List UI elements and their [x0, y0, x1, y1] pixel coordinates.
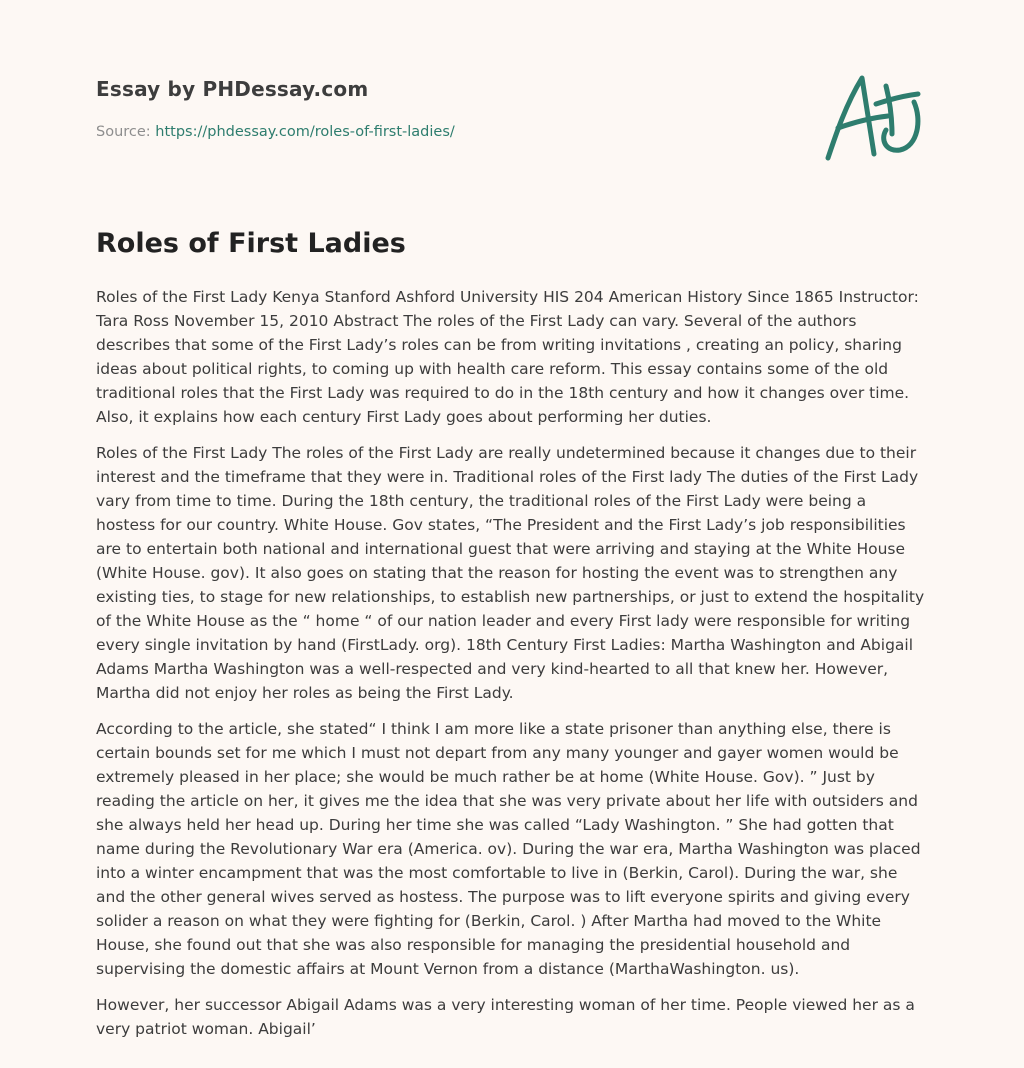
essay-paragraph: According to the article, she stated“ I think I am more like a state prisoner than anything else, there is certain bounds set for me which I must not depart from any many younger and gayer women would be extremely pleased in her place; she would be much rather be at home (White House. Gov). ” Just by reading the article on her, it gives me the idea that she was very private about her life with outsiders and she always held her head up. During her time she was called “Lady Washington. ” She had gotten that name during the Revolutionary War era (America. ov). During the war era, Martha Washington was placed into a winter encampment that was the most comfortable to live in (Berkin, Carol). During the war, she and the other general wives served as hostess. The purpose was to lift everyone spirits and giving every solider a reason on what they were fighting for (Berkin, Carol. ) After Martha had moved to the White House, she found out that she was also responsible for managing the presidential household and supervising the domestic affairs at Mount Vernon from a distance (MarthaWashington. us).: [96, 720, 921, 978]
essay-title: Roles of First Ladies: [96, 228, 406, 259]
brand-title: Essay by PHDessay.com: [96, 77, 369, 101]
essay-paragraph: Roles of the First Lady The roles of the First Lady are really undetermined because it changes due to their interest and the timeframe that they were in. Traditional roles of the First lady The duties of the First Lady vary from time to time. During the 18th century, the traditional roles of the First Lady were being a hostess for our country. White House. Gov states, “The President and the First Lady’s job responsibilities are to entertain both national and international guest that were arriving and staying at the White House (White House. gov). It also goes on stating that the reason for hosting the event was to strengthen any existing ties, to stage for new relationships, to establish new partnerships, or just to extend the hospitality of the White House as the “ home “ of our nation leader and every First lady were responsible for writing every single invitation by hand (FirstLady. org). 18th Century First Ladies: Martha Washington and Abigail Adams Martha Washington was a well-respected and very kind-hearted to all that knew her. However, Martha did not enjoy her roles as being the First Lady.: [96, 444, 925, 702]
essay-paragraph: However, her successor Abigail Adams was a very interesting woman of her time. People viewed her as a very patriot woman. Abigail’: [96, 996, 915, 1038]
source-link[interactable]: https://phdessay.com/roles-of-first-ladies/: [155, 124, 455, 140]
source-label: Source:: [96, 124, 151, 140]
source-line: [96, 124, 455, 140]
essay-body: [96, 285, 928, 1053]
a-plus-logo-icon: [822, 68, 928, 164]
essay-paragraph: Roles of the First Lady Kenya Stanford Ashford University HIS 204 American History Since 1865 Instructor: Tara Ross November 15, 2010 Abstract The roles of the First Lady can vary. Several of the authors describes that some of the First Lady’s roles can be from writing invitations , creating an policy, sharing ideas about political rights, to coming up with health care reform. This essay contains some of the old traditional roles that the First Lady was required to do in the 18th century and how it changes over time. Also, it explains how each century First Lady goes about performing her duties.: [96, 288, 919, 426]
